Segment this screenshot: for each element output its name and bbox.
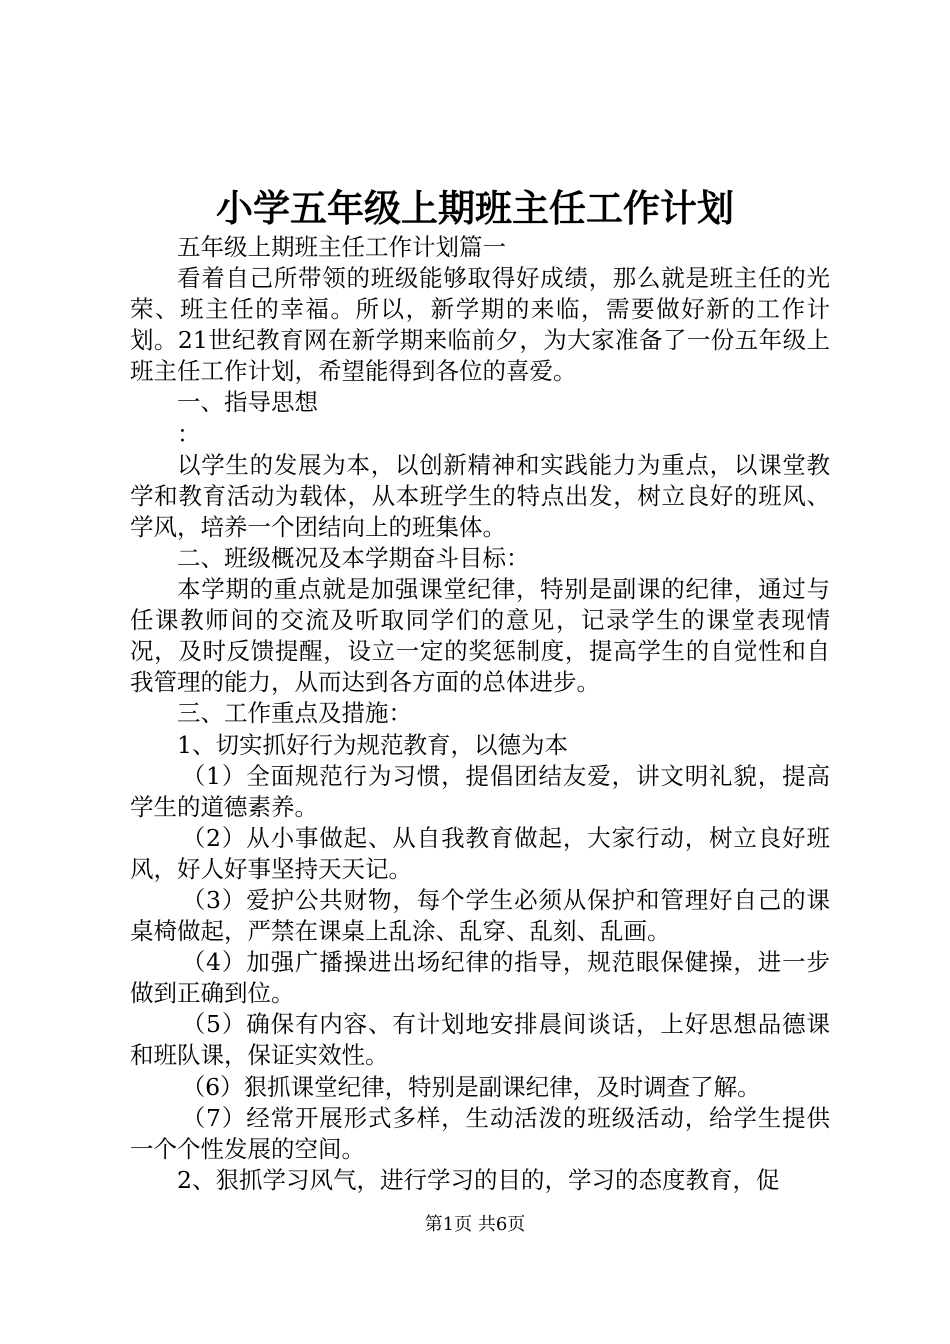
document-body: [130, 232, 830, 1196]
paragraph-intro: 看着自己所带领的班级能够取得好成绩，那么就是班主任的光荣、班主任的幸福。所以，新学期的来临，需要做好新的工作计划。21世纪教育网在新学期来临前夕，为大家准备了一份五年级上班主任工作计划，希望能得到各位的喜爱。: [130, 264, 830, 386]
subitem-3: （3）爱护公共财物，每个学生必须从保护和管理好自己的课桌椅做起，严禁在课桌上乱涂、乱穿、乱刻、乱画。: [130, 885, 830, 946]
paragraph-colon: ：: [177, 419, 201, 448]
subitem-2: （2）从小事做起、从自我教育做起，大家行动，树立良好班风，好人好事坚持天天记。: [130, 823, 830, 883]
item-1: 1、切实抓好行为规范教育，以德为本: [177, 730, 568, 759]
subitem-5: （5）确保有内容、有计划地安排晨间谈话，上好思想品德课和班队课，保证实效性。: [130, 1010, 830, 1070]
heading-guiding-idea: 一、指导思想: [177, 388, 318, 417]
page-number-footer: 第1页 共6页: [424, 1214, 526, 1235]
paragraph-class-overview: 本学期的重点就是加强课堂纪律，特别是副课的纪律，通过与任课教师间的交流及听取同学们的意见，记录学生的课堂表现情况，及时反馈提醒，设立一定的奖惩制度，提高学生的自觉性和自我管理的能力，从而达到各方面的总体进步。: [130, 575, 830, 697]
paragraph-guiding-idea: 以学生的发展为本，以创新精神和实践能力为重点，以课堂教学和教育活动为载体，从本班学生的特点出发，树立良好的班风、学风，培养一个团结向上的班集体。: [130, 450, 830, 541]
document-title: 小学五年级上期班主任工作计划: [216, 186, 734, 230]
item-2: 2、狠抓学习风气，进行学习的目的，学习的态度教育，促: [177, 1165, 780, 1194]
heading-class-overview: 二、班级概况及本学期奋斗目标：: [177, 543, 530, 572]
paragraph-section-heading: 五年级上期班主任工作计划篇一: [177, 233, 506, 261]
subitem-7: （7）经常开展形式多样，生动活泼的班级活动，给学生提供一个个性发展的空间。: [130, 1103, 830, 1163]
subitem-6: （6）狠抓课堂纪律，特别是副课纪律，及时调查了解。: [181, 1072, 761, 1101]
heading-work-focus: 三、工作重点及措施：: [177, 699, 412, 728]
subitem-4: （4）加强广播操进出场纪律的指导，规范眼保健操，进一步做到正确到位。: [130, 948, 830, 1008]
subitem-1: （1）全面规范行为习惯，提倡团结友爱，讲文明礼貌，提高学生的道德素养。: [130, 761, 830, 821]
